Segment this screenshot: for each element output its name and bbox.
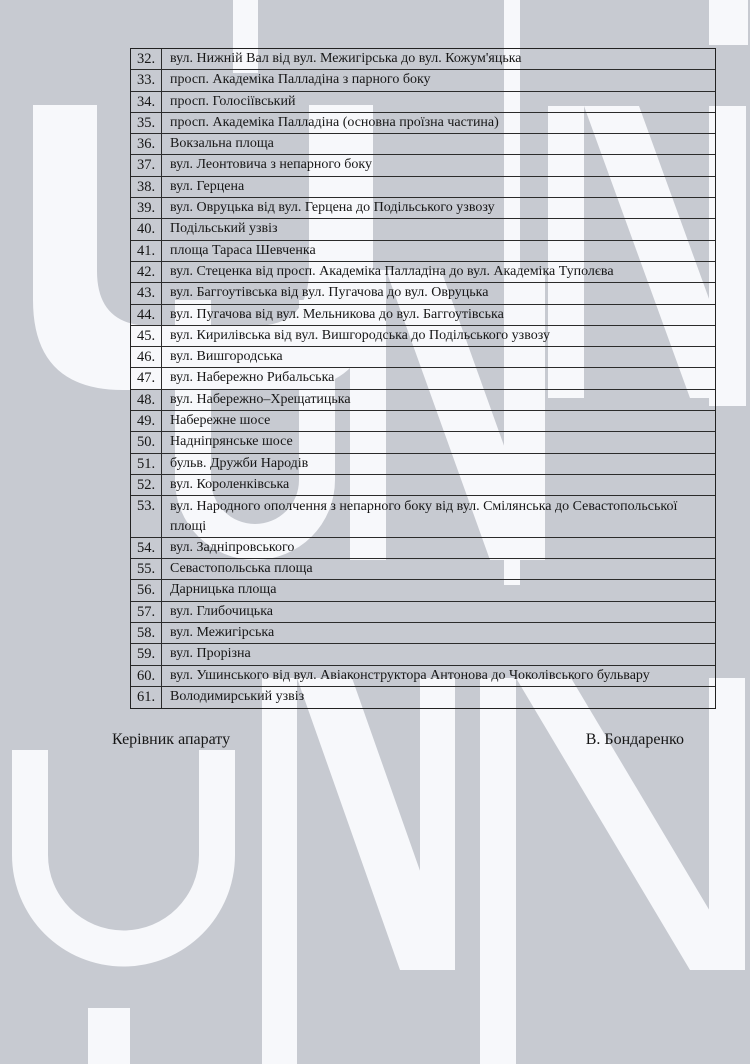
table-row (131, 496, 715, 538)
row-number-cell: 53. (131, 496, 162, 537)
row-street-cell: вул. Ушинського від вул. Авіаконструктора Антонова до Чоколівського бульвару (170, 667, 650, 683)
watermark-letter-u (12, 750, 235, 967)
table-row (131, 198, 715, 219)
table-row (131, 644, 715, 665)
row-number-cell: 50. (131, 432, 162, 452)
row-number-cell: 49. (131, 411, 162, 431)
row-street-cell: вул. Герцена (170, 178, 245, 194)
row-number-cell: 52. (131, 475, 162, 495)
table-row (131, 602, 715, 623)
table-row (131, 326, 715, 347)
signature-title: Керівник апарату (112, 731, 231, 748)
table-row (131, 432, 715, 453)
table-row (131, 368, 715, 389)
row-number-cell: 59. (131, 644, 162, 664)
signature-line (112, 731, 684, 749)
row-number-cell: 40. (131, 219, 162, 239)
table-row (131, 305, 715, 326)
row-number-cell: 47. (131, 368, 162, 388)
row-street-cell: вул. Набережно–Хрещатицька (170, 391, 351, 407)
table-row (131, 411, 715, 432)
table-row (131, 92, 715, 113)
row-number-cell: 38. (131, 177, 162, 197)
table-row (131, 580, 715, 601)
watermark-fragment (88, 1008, 130, 1064)
row-street-cell: просп. Академіка Палладіна (основна проїзна частина) (170, 114, 499, 130)
streets-table (130, 48, 716, 709)
row-number-cell: 51. (131, 454, 162, 474)
row-street-cell: Набережне шосе (170, 413, 271, 429)
table-row (131, 70, 715, 91)
row-street-cell: вул. Баггоутівська від вул. Пугачова до вул. Овруцька (170, 285, 489, 301)
row-number-cell: 36. (131, 134, 162, 154)
row-street-cell: Дарницька площа (170, 582, 277, 598)
table-row (131, 241, 715, 262)
row-number-cell: 42. (131, 262, 162, 282)
table-row (131, 155, 715, 176)
table-row (131, 347, 715, 368)
row-number-cell: 54. (131, 538, 162, 558)
row-number-cell: 46. (131, 347, 162, 367)
table-row (131, 49, 715, 70)
table-row (131, 623, 715, 644)
row-street-cell: просп. Академіка Палладіна з парного боку (170, 72, 431, 88)
watermark-letter-n (420, 678, 455, 970)
row-street-cell: площа Тараса Шевченка (170, 242, 316, 258)
row-street-cell: вул. Нижній Вал від вул. Межигірська до вул. Кожум'яцька (170, 51, 522, 66)
row-number-cell: 58. (131, 623, 162, 643)
row-number-cell: 48. (131, 390, 162, 410)
row-street-cell: вул. Короленківська (170, 476, 290, 492)
row-street-cell: вул. Пугачова від вул. Мельникова до вул. Баггоутівська (170, 306, 504, 322)
row-street-cell: вул. Межигірська (170, 624, 275, 640)
row-number-cell: 32. (131, 49, 162, 69)
table-row (131, 113, 715, 134)
row-number-cell: 33. (131, 70, 162, 90)
row-street-cell: вул. Вишгородська (170, 349, 283, 365)
row-number-cell: 57. (131, 602, 162, 622)
table-row (131, 559, 715, 580)
table-row (131, 134, 715, 155)
row-number-cell: 61. (131, 687, 162, 708)
row-street-cell: вул. Леонтовича з непарного боку (170, 157, 372, 173)
table-row (131, 262, 715, 283)
row-street-cell: Севастопольська площа (170, 561, 313, 577)
row-street-cell: Вокзальна площа (170, 136, 274, 152)
watermark-letter-n (709, 678, 745, 970)
row-number-cell: 60. (131, 666, 162, 686)
table-row (131, 687, 715, 708)
row-street-cell: вул. Набережно Рибальська (170, 370, 335, 386)
table-row (131, 390, 715, 411)
row-number-cell: 55. (131, 559, 162, 579)
row-street-cell: вул. Кирилівська від вул. Вишгородська до Подільського узвозу (170, 327, 550, 343)
row-street-cell: Надніпрянське шосе (170, 434, 293, 450)
row-street-cell: вул. Задніпровського (170, 539, 295, 555)
row-street-cell: бульв. Дружби Народів (170, 455, 309, 471)
row-street-cell: вул. Глибочицька (170, 603, 273, 619)
row-number-cell: 45. (131, 326, 162, 346)
table-row (131, 219, 715, 240)
row-number-cell: 41. (131, 241, 162, 261)
row-street-cell: вул. Стеценка від просп. Академіка Палладіна до вул. Академіка Туполєва (170, 263, 614, 279)
table-row (131, 475, 715, 496)
table-row (131, 454, 715, 475)
row-street-cell: Подільський узвіз (170, 221, 278, 237)
table-row (131, 283, 715, 304)
row-number-cell: 56. (131, 580, 162, 600)
row-number-cell: 34. (131, 92, 162, 112)
row-street-cell: просп. Голосіївський (170, 93, 296, 109)
row-street-cell: вул. Народного ополчення з непарного боку від вул. Смілянська до Севастопольської площі (170, 499, 678, 534)
row-number-cell: 37. (131, 155, 162, 175)
row-number-cell: 44. (131, 305, 162, 325)
row-number-cell: 39. (131, 198, 162, 218)
watermark-fragment (709, 0, 748, 45)
row-number-cell: 43. (131, 283, 162, 303)
row-street-cell: вул. Овруцька від вул. Герцена до Подільського узвозу (170, 200, 495, 216)
signature-name: В. Бондаренко (585, 731, 684, 748)
row-number-cell: 35. (131, 113, 162, 133)
table-row (131, 177, 715, 198)
table-row (131, 538, 715, 559)
table-row (131, 666, 715, 687)
row-street-cell: Володимирський узвіз (170, 688, 305, 704)
row-street-cell: вул. Прорізна (170, 646, 251, 662)
